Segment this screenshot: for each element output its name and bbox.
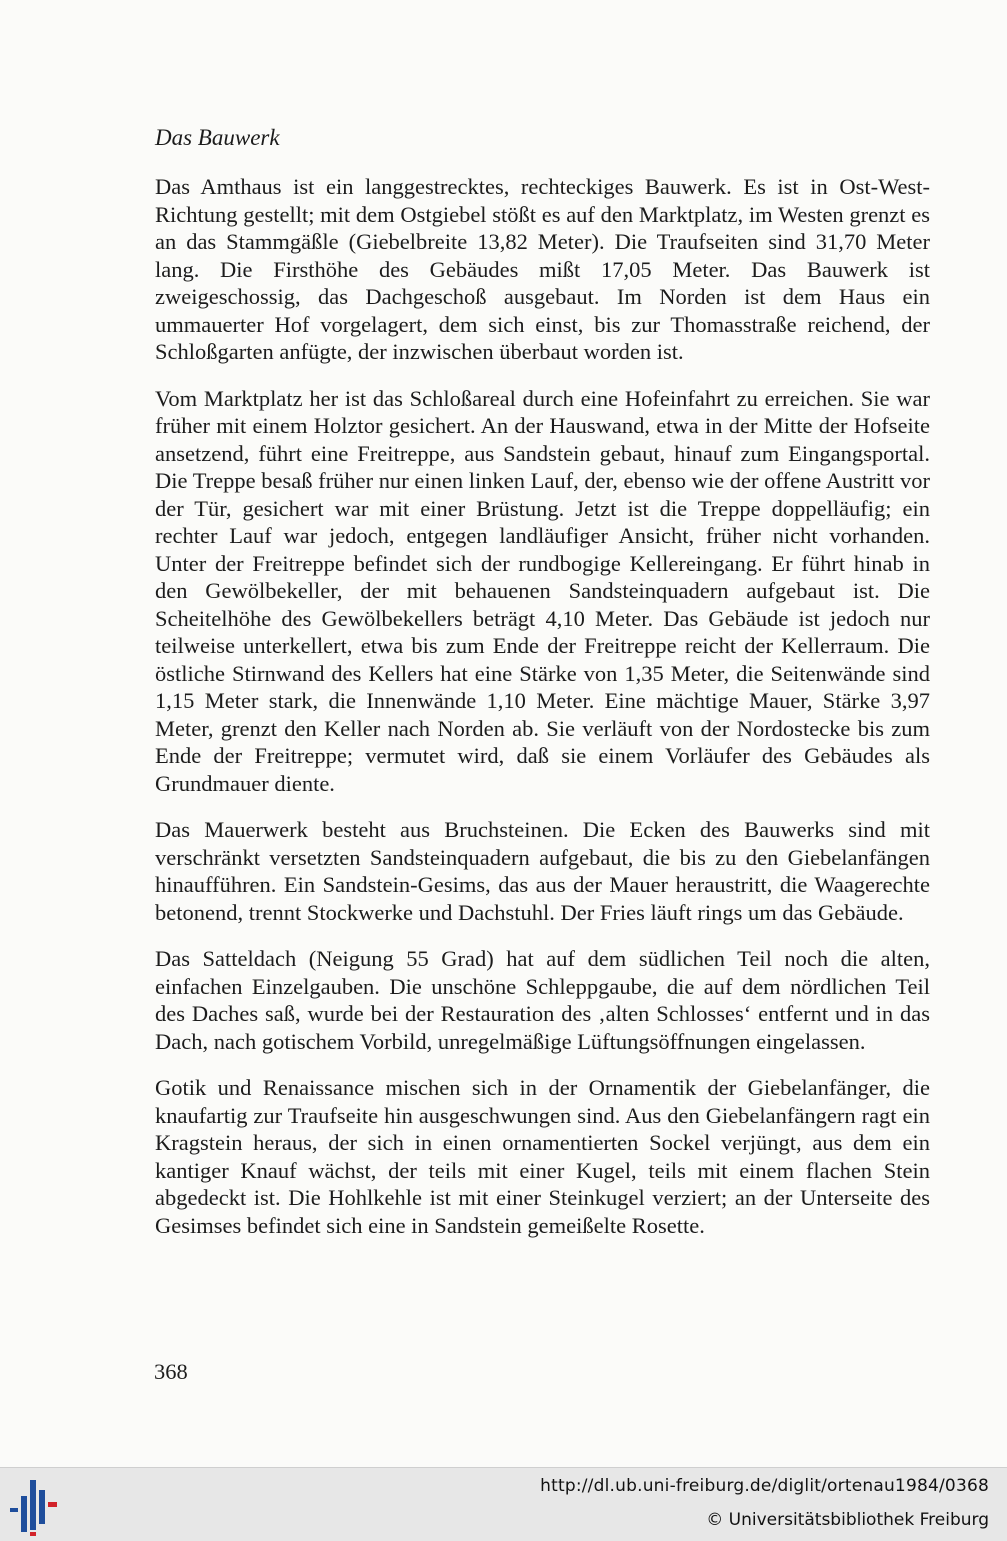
page-number: 368 (154, 1359, 188, 1384)
paragraph-1: Das Amthaus ist ein langgestrecktes, rechteckiges Bauwerk. Es ist in Ost-West-Richtung gestellt; mit dem Ostgiebel stößt es auf den Marktplatz, im Westen grenzt es an das Stammgäßle (Giebelbreite 13,82 Meter). Die Traufseiten sind 31,70 Meter lang. Die Firsthöhe des Gebäudes mißt 17,05 Meter. Das Bauwerk ist zweigeschossig, das Dachgeschoß ausgebaut. Im Norden ist dem Haus ein ummauerter Hof vorgelagert, dem sich einst, bis zur Thomasstraße reichend, der Schloßgarten anfügte, der inzwischen überbaut worden ist. (155, 174, 930, 364)
paragraph-5: Gotik und Renaissance mischen sich in der Ornamentik der Giebelanfänger, die knaufartig zur Traufseite hin ausgeschwungen sind. Aus den Giebelanfängern ragt ein Kragstein heraus, der sich in einen ornamentierten Sockel verjüngt, aus dem ein kantiger Knauf wächst, der teils mit einer Kugel, teils mit einem flachen Stein abgedeckt ist. Die Hohlkehle ist mit einer Steinkugel verziert; an der Unterseite des Gesimses befindet sich eine in Sandstein gemeißelte Rosette. (155, 1075, 930, 1238)
paragraph-2: Vom Marktplatz her ist das Schloßareal durch eine Hofeinfahrt zu erreichen. Sie war früher mit einem Holztor gesichert. An der Hauswand, etwa in der Mitte der Hofseite ansetzend, führt eine Freitreppe, aus Sandstein gebaut, hinauf zum Eingangsportal. Die Treppe besaß früher nur einen linken Lauf, der, ebenso wie der offene Austritt vor der Tür, gesichert war mit einer Brüstung. Jetzt ist die Treppe doppelläufig; ein rechter Lauf war jedoch, entgegen landläufiger Ansicht, früher nicht vorhanden. Unter der Freitreppe befindet sich der rundbogige Kellereingang. Er führt hinab in den Gewölbekeller, der mit behauenen Sandsteinquadern aufgebaut ist. Die Scheitelhöhe des Gewölbekellers beträgt 4,10 Meter. Das Gebäude ist jedoch nur teilweise unterkellert, etwa bis zum Ende der Freitreppe reicht der Kellerraum. Die östliche Stirnwand des Kellers hat eine Stärke von 1,35 Meter, die Seitenwände sind 1,15 Meter stark, die Innenwände 1,10 Meter. Eine mächtige Mauer, Stärke 3,97 Meter, grenzt den Keller nach Norden ab. Sie verläuft von der Nordostecke bis zum Ende der Freitreppe; vermutet wird, daß sie einem Vorläufer des Gebäudes als Grundmauer diente. (155, 385, 930, 796)
document-url-link[interactable]: http://dl.ub.uni-freiburg.de/diglit/ortenau1984/0368 (540, 1476, 989, 1496)
copyright-notice: © Universitätsbibliothek Freiburg (706, 1510, 989, 1530)
paragraph-3: Das Mauerwerk besteht aus Bruchsteinen. Die Ecken des Bauwerks sind mit verschränkt versetzten Sandsteinquadern aufgebaut, die bis zu den Giebelanfängen hinaufführen. Ein Sandstein-Gesims, das aus der Mauer heraustritt, die Waagerechte betonend, trennt Stockwerke und Dachstuhl. Der Fries läuft rings um das Gebäude. (155, 817, 930, 925)
section-title: Das Bauwerk (155, 125, 280, 150)
paragraph-4: Das Satteldach (Neigung 55 Grad) hat auf dem südlichen Teil noch die alten, einfachen Einzelgauben. Die unschöne Schleppgaube, die auf dem nördlichen Teil des Daches saß, wurde bei der Restauration des ‚alten Schlosses‘ entfernt und in das Dach, nach gotischem Vorbild, unregelmäßige Lüftungsöffnungen eingelassen. (155, 946, 930, 1054)
ub-freiburg-logo-icon (6, 1476, 64, 1536)
page-content (155, 124, 930, 1258)
footer-bar (0, 1467, 1007, 1541)
